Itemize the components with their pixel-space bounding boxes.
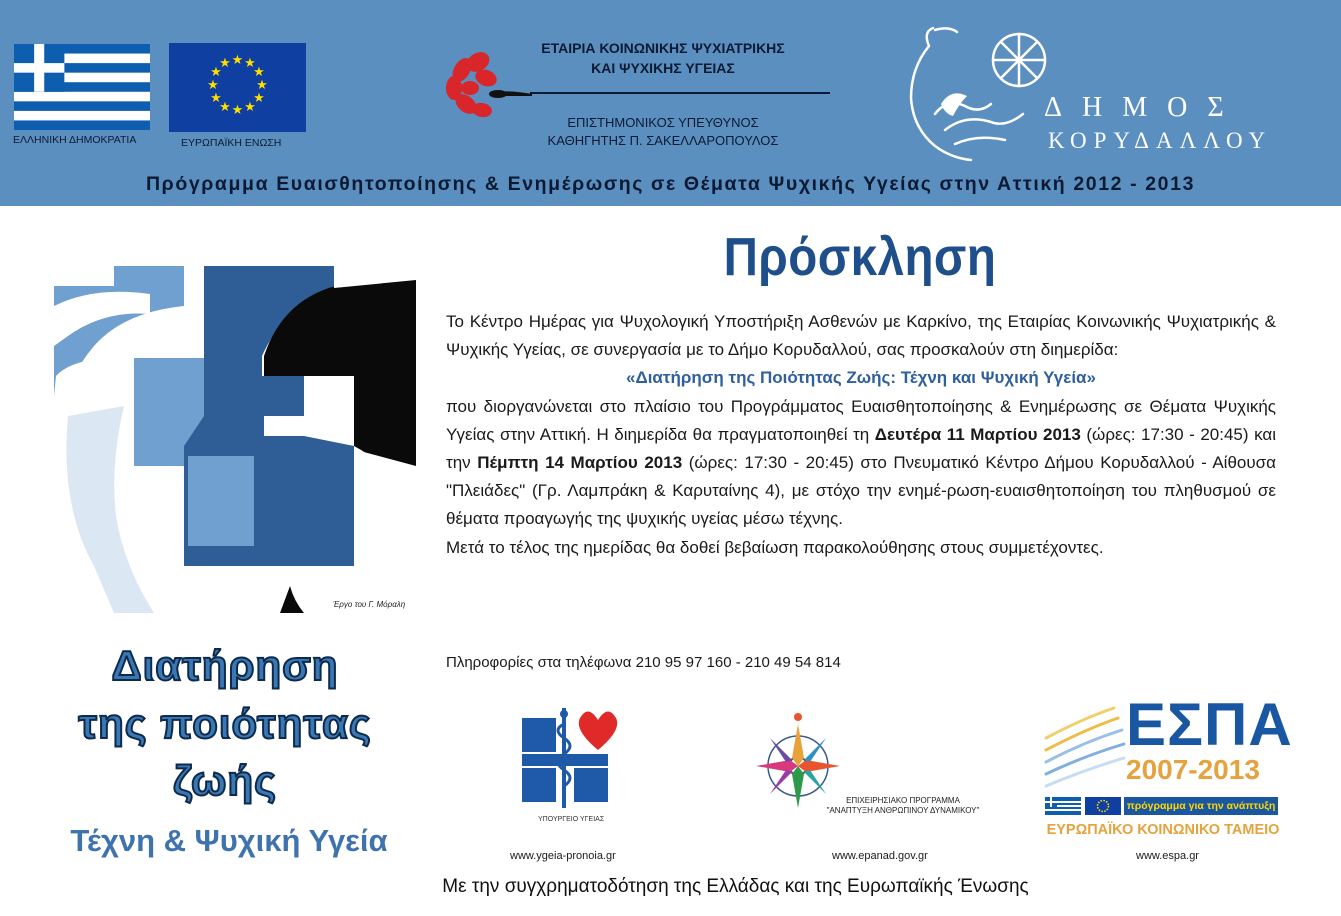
espa-fund-name: ΕΥΡΩΠΑΪΚΟ ΚΟΙΝΩΝΙΚΟ ΤΑΜΕΙΟ bbox=[1046, 822, 1280, 838]
epanad-caption-line-2: "ΑΝΑΠΤΥΞΗ ΑΝΘΡΩΠΙΝΟΥ ΔΥΝΑΜΙΚΟΥ" bbox=[826, 806, 980, 815]
theme-subtitle: Τέχνη & Ψυχική Υγεία bbox=[70, 823, 388, 858]
municipality-name-line-2: ΚΟΡΥΔΑΛΛΟΥ bbox=[1048, 128, 1273, 153]
svg-text:★: ★ bbox=[256, 78, 268, 93]
invitation-title: Πρόσκληση bbox=[723, 227, 997, 287]
svg-text:★: ★ bbox=[210, 91, 222, 106]
municipality-name-line-1: ΔΗΜΟΣ bbox=[1044, 92, 1244, 123]
svg-text:★: ★ bbox=[207, 78, 219, 93]
svg-text:★: ★ bbox=[219, 100, 231, 115]
society-divider bbox=[530, 92, 830, 94]
theme-title-line-3: ζωής bbox=[173, 757, 277, 804]
espa-slogan: πρόγραμμα για την ανάπτυξη bbox=[1124, 797, 1278, 815]
ministry-of-health-logo-icon bbox=[518, 704, 630, 812]
society-subtitle bbox=[493, 114, 833, 150]
program-title: Πρόγραμμα Ευαισθητοποίησης & Ενημέρωσης σε Θέματα Ψυχικής Υγείας στην Αττική 2012 - 2013 bbox=[145, 173, 1196, 195]
invitation-paragraph-3: Μετά το τέλος της ημερίδας θα δοθεί βεβαίωση παρακολούθησης στους συμμετέχοντες. bbox=[446, 537, 1104, 557]
event-date-2: Πέμπτη 14 Μαρτίου 2013 bbox=[477, 453, 683, 473]
society-subtitle-line-2: ΚΑΘΗΓΗΤΗΣ Π. ΣΑΚΕΛΛΑΡΟΠΟΥΛΟΣ bbox=[547, 133, 779, 148]
paragraph-2-part-a: που διοργανώνεται στο πλαίσιο του Προγράμματος Ευαισθητοποίησης & Ενημέρωσης σε Θέματα Ψυχικής Υγείας στην Αττική. Η διημερίδα θα πραγματοποιηθεί τη bbox=[446, 396, 1276, 444]
society-subtitle-line-1: ΕΠΙΣΤΗΜΟΝΙΚΟΣ ΥΠΕΥΘΥΝΟΣ bbox=[567, 115, 759, 130]
society-title-line-2: ΚΑΙ ΨΥΧΙΚΗΣ ΥΓΕΙΑΣ bbox=[591, 60, 735, 76]
svg-text:★: ★ bbox=[210, 65, 222, 80]
header-band bbox=[0, 0, 1341, 206]
espa-title: ΕΣΠΑ bbox=[1126, 691, 1293, 758]
svg-text:★: ★ bbox=[253, 91, 265, 106]
event-date-1: Δευτέρα 11 Μαρτίου 2013 bbox=[874, 424, 1081, 444]
greece-caption: ΕΛΛΗΝΙΚΗ ΔΗΜΟΚΡΑΤΙΑ bbox=[13, 134, 137, 146]
theme-title-line-1: Διατήρηση bbox=[111, 642, 339, 689]
society-title bbox=[493, 38, 833, 78]
society-title-line-1: ΕΤΑΙΡΙΑ ΚΟΙΝΩΝΙΚΗΣ ΨΥΧΙΑΤΡΙΚΗΣ bbox=[541, 40, 785, 56]
paragraph-2-part-b: (ώρες: 17:30 - 20:45) και την bbox=[446, 424, 1276, 473]
svg-text:★: ★ bbox=[253, 65, 265, 80]
moralis-artwork bbox=[54, 266, 416, 613]
greek-flag-icon bbox=[14, 44, 150, 130]
svg-text:★: ★ bbox=[231, 53, 244, 68]
invitation-body bbox=[446, 308, 1276, 562]
cofunding-statement: Με την συγχρηματοδότηση της Ελλάδας και της Ευρωπαϊκής Ένωσης bbox=[442, 876, 1029, 897]
ministry-website-link[interactable]: www.ygeia-pronoia.gr bbox=[510, 850, 616, 862]
svg-text:★: ★ bbox=[244, 56, 256, 71]
svg-text:★: ★ bbox=[219, 56, 231, 71]
espa-flags-icon bbox=[1045, 797, 1121, 815]
artwork-caption: Έργο του Γ. Μόραλη bbox=[333, 600, 406, 609]
contact-phones: Πληροφορίες στα τηλέφωνα 210 95 97 160 - 210 49 54 814 bbox=[446, 654, 841, 671]
paragraph-2-part-c: (ώρες: 17:30 - 20:45) στο Πνευματικό Κέντρο Δήμου Κορυδαλλού - Αίθουσα "Πλειάδες" (Γρ. Λαμπράκη & Καρυταίνης 4), με στόχο την ενημέ-ρωση-ευαισθητοποίηση του πληθυσμού σε θέματα προαγωγής της ψυχικής υγείας μέσω τέχνης. bbox=[446, 453, 1276, 529]
invitation-quote: «Διατήρηση της Ποιότητας Ζωής: Τέχνη και Ψυχική Υγεία» bbox=[626, 368, 1096, 388]
epanad-caption-line-1: ΕΠΙΧΕΙΡΗΣΙΑΚΟ ΠΡΟΓΡΑΜΜΑ bbox=[846, 796, 960, 805]
espa-website-link[interactable]: www.espa.gr bbox=[1136, 850, 1199, 862]
theme-title-line-2: της ποιότητας bbox=[78, 700, 372, 747]
ministry-caption: ΥΠΟΥΡΓΕΙΟ ΥΓΕΙΑΣ bbox=[538, 816, 605, 823]
eu-caption: ΕΥΡΩΠΑΪΚΗ ΕΝΩΣΗ bbox=[181, 137, 282, 149]
invitation-paragraph-2 bbox=[446, 393, 1276, 534]
svg-text:★: ★ bbox=[244, 100, 256, 115]
espa-years: 2007-2013 bbox=[1126, 754, 1260, 785]
svg-text:★: ★ bbox=[231, 103, 244, 118]
epanad-caption bbox=[823, 796, 983, 816]
epanad-website-link[interactable]: www.epanad.gov.gr bbox=[832, 850, 928, 862]
eu-flag-icon bbox=[169, 43, 306, 132]
municipality-logo-icon bbox=[895, 18, 1065, 168]
invitation-paragraph-1: Το Κέντρο Ημέρας για Ψυχολογική Υποστήριξη Ασθενών με Καρκίνο, της Εταιρίας Κοινωνικής Ψυχιατρικής & Ψυχικής Υγείας, σε συνεργασία με το Δήμο Κορυδαλλού, σας προσκαλούν στη διημερίδα: bbox=[446, 312, 1276, 360]
